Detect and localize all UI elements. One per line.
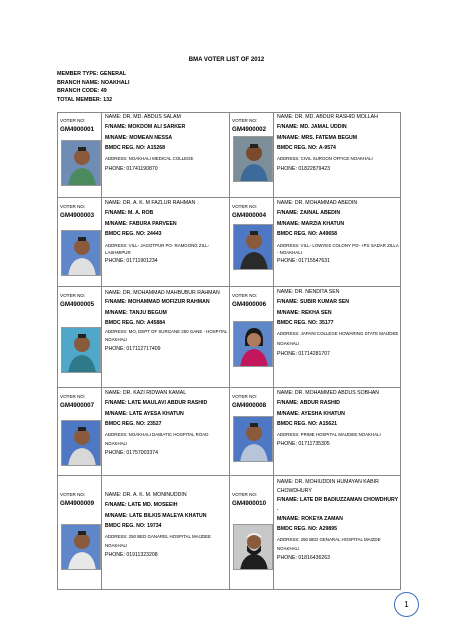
bmdc-reg: BMDC REG. NO: 35177 <box>277 320 334 327</box>
phone: PHONE: 01911323208 <box>105 551 158 558</box>
member-name: NAME: DR. A. K. M. MONINUDDIN <box>105 492 187 498</box>
phone: PHONE: 017112717409 <box>105 346 161 353</box>
voter-no: GM4900006 <box>232 301 267 308</box>
voter-no: GM4900003 <box>60 212 95 219</box>
member-name: NAME: DR. MOHIUDDIN HUMAYAN KABIR CHOWDHURY <box>277 479 379 494</box>
voter-no-label: VOTER NO: <box>60 204 86 209</box>
voter-no-label: VOTER NO: <box>232 204 258 209</box>
voter-details <box>274 476 401 589</box>
voter-entry <box>229 388 401 475</box>
father-name: F/NAME: LATE DR BADIUZZAMAN CHOWDHURY . <box>277 497 398 512</box>
mother-name: M/NAME: MRS. FATEMA BEGUM <box>277 134 358 141</box>
table-row <box>57 388 401 476</box>
mother-name: M/NAME: ROKEYA ZAMAN <box>277 516 343 522</box>
address: ADDRESS: JAPANI COLLEGE HOWARING STATE MAIJDEE NOAKHALI <box>277 330 399 346</box>
phone: PHONE: 01757003374 <box>105 449 159 456</box>
father-name: F/NAME: M. A. ROB <box>105 210 154 217</box>
voter-entry <box>229 476 401 589</box>
mother-name: M/NAME: MARZIA KHATUN <box>277 220 345 227</box>
bmdc-reg: BMDC REG. NO: 24443 <box>105 231 162 238</box>
voter-no: GM4900010 <box>232 500 267 507</box>
address: ADDRESS: MO, DEPT OF SURGANE 250 GANE - HOSPITAL NOAKHALI <box>105 329 228 343</box>
mother-name: M/NAME: MOMEAN NESSA <box>105 134 173 141</box>
phone: PHONE: 01711735305 <box>277 440 330 447</box>
member-photo <box>61 420 101 466</box>
phone: PHONE: 01711901234 <box>105 258 158 265</box>
member-name: NAME: DR. MOHAMMAD MAHBUBUR RAHMAN <box>105 290 220 296</box>
voter-table <box>57 112 401 590</box>
phone: PHONE: 01714281707 <box>277 350 331 357</box>
voter-no-label: VOTER NO: <box>60 394 86 399</box>
voter-no: GM4900004 <box>232 212 267 219</box>
voter-no: GM4900009 <box>60 500 95 507</box>
member-photo <box>233 524 273 570</box>
mother-name: M/NAME: FABURA PARVEEN <box>105 220 177 227</box>
bmdc-reg: BMDC REG. NO: A29895 <box>277 526 338 533</box>
voter-details <box>102 388 229 475</box>
member-name: NAME: DR. NENDITA SEN <box>277 289 340 295</box>
voter-no: GM4900005 <box>60 301 95 308</box>
voter-no-label: VOTER NO: <box>232 492 258 497</box>
branch-name: BRANCH NAME: NOAKHALI <box>57 79 130 86</box>
member-name: NAME: DR. MD. ABDUS SALAM <box>105 114 181 120</box>
address: ADDRESS: NOAKHALI DAIBATIC HOSPITAL ROAD NOAKHALI <box>105 431 209 446</box>
member-photo <box>233 416 273 462</box>
table-row <box>57 287 401 388</box>
voter-details <box>274 388 401 475</box>
address: ADDRESS: NOAKHALI MEDICAL COLLEGE <box>105 155 194 161</box>
voter-id-box <box>57 287 102 387</box>
voter-entry <box>229 287 401 387</box>
member-photo <box>61 327 101 373</box>
bmdc-reg: BMDC REG. NO: A45884 <box>105 320 166 327</box>
voter-no: GM4900001 <box>60 126 95 133</box>
member-name: NAME: DR. MOHAMMAD ABEDIN <box>277 200 358 206</box>
voter-entry <box>57 112 229 197</box>
branch-code: BRANCH CODE: 49 <box>57 88 107 95</box>
voter-id-box <box>57 388 102 475</box>
voter-no: GM4900008 <box>232 402 267 409</box>
address: ADDRESS: 250 BED GENARAL HOSPITAL MAIZDE NOAKHALI <box>277 536 381 551</box>
father-name: F/NAME: ABDUR RASHID <box>277 400 340 407</box>
voter-id-box <box>229 198 274 286</box>
voter-entry <box>57 476 229 589</box>
address: ADDRESS: PRIME HOSPITAL MAIJDEE NOAKHALI <box>277 431 381 437</box>
member-name: NAME: DR. KAZI RIDWAN KAMAL <box>105 390 187 396</box>
member-name: NAME: DR. A. K. M FAZLUR RAHMAN <box>105 200 196 206</box>
voter-no-label: VOTER NO: <box>60 293 86 298</box>
father-name: F/NAME: LATE MAULAVI ABDUR RASHID <box>105 400 208 407</box>
member-name: NAME: DR. MOHAMMED ABDUS SOBHAN <box>277 390 380 396</box>
total-member: TOTAL MEMBER: 132 <box>57 97 113 104</box>
member-type: MEMBER TYPE: GENERAL <box>57 71 127 77</box>
voter-details <box>274 287 401 387</box>
bmdc-reg: BMDC REG. NO: 19734 <box>105 523 162 530</box>
voter-details <box>274 112 401 197</box>
voter-id-box <box>57 198 102 286</box>
table-row <box>57 198 401 287</box>
phone: PHONE: 01822879423 <box>277 166 331 173</box>
voter-id-box <box>229 112 274 197</box>
table-row <box>57 112 401 198</box>
voter-entry <box>57 198 229 286</box>
voter-details <box>102 112 229 197</box>
voter-id-box <box>229 287 274 387</box>
father-name: F/NAME: MOKDOM ALI SARKER <box>105 124 186 131</box>
father-name: F/NAME: ZAINAL ABEDIN <box>277 210 341 217</box>
mother-name: M/NAME: AYESHA KHATUN <box>277 410 345 417</box>
phone: PHONE: 01715547631 <box>277 258 331 265</box>
voter-details <box>102 287 229 387</box>
mother-name: M/NAME: REKHA SEN <box>277 309 332 316</box>
voter-id-box <box>229 476 274 589</box>
voter-no: GM4900007 <box>60 402 95 409</box>
member-name: NAME: DR. MD. ABDUR RASHID MOLLAH <box>277 114 378 120</box>
document-title: BMA VOTER LIST OF 2012 <box>188 57 265 63</box>
mother-name: M/NAME: LATE AYESA KHATUN <box>105 410 184 417</box>
member-photo <box>61 524 101 570</box>
voter-no-label: VOTER NO: <box>232 293 258 298</box>
voter-entry <box>229 198 401 286</box>
member-photo <box>233 321 273 367</box>
voter-no-label: VOTER NO: <box>60 492 86 497</box>
member-photo <box>61 140 101 186</box>
voter-entry <box>57 287 229 387</box>
phone: PHONE: 01816436263 <box>277 554 331 561</box>
voter-id-box <box>57 112 102 197</box>
address: ADDRESS: 250 BED GANAREL HOSPITAL MAIJDEE NOAKHALI <box>105 533 211 548</box>
phone: PHONE: 01741190870 <box>105 166 158 173</box>
voter-details <box>102 198 229 286</box>
bmdc-reg: BMDC REG. NO: A15621 <box>277 421 338 428</box>
member-photo <box>233 136 273 182</box>
address: ADDRESS: VILL- JAGOTPUR PO- RAMGONG ZILL- LASHMIPUR <box>105 242 210 255</box>
voter-id-box <box>229 388 274 475</box>
bmdc-reg: BMDC REG. NO: 23527 <box>105 421 162 428</box>
bmdc-reg: BMDC REG. NO: A49658 <box>277 231 338 238</box>
mother-name: M/NAME: TANJU BEGUM <box>105 309 167 316</box>
father-name: F/NAME: LATE MD. MOSEEIH <box>105 502 178 509</box>
bmdc-reg: BMDC REG. NO: A-9574 <box>277 145 336 152</box>
father-name: F/NAME: MD. JAMAL UDDIN <box>277 124 347 131</box>
bmdc-reg: BMDC REG. NO: A15268 <box>105 145 166 152</box>
voter-no-label: VOTER NO: <box>232 118 258 123</box>
father-name: F/NAME: SUBIR KUMAR SEN <box>277 299 350 306</box>
voter-id-box <box>57 476 102 589</box>
voter-entry <box>57 388 229 475</box>
voter-no-label: VOTER NO: <box>60 118 86 123</box>
mother-name: M/NAME: LATE BILKIS MALEYA KHATUN <box>105 512 207 519</box>
table-row <box>57 476 401 590</box>
voter-no-label: VOTER NO: <box>232 394 258 399</box>
member-photo <box>61 230 101 276</box>
father-name: F/NAME: MOHAMMAD MOFIZUR RAHMAN <box>105 299 210 306</box>
voter-details <box>102 476 229 589</box>
voter-entry <box>229 112 401 197</box>
list-metadata <box>57 70 129 105</box>
voter-details <box>274 198 401 286</box>
address: ADDRESS: CIVIL SURGON OFFICE NOAKHALI <box>277 155 373 161</box>
page-number: 1 <box>394 592 419 617</box>
member-photo <box>233 224 273 270</box>
address: ADDRESS: VILL- LOWYES COLONY PO- +PS SADAR ZILLA - NOAKHALI <box>277 242 399 255</box>
voter-no: GM4900002 <box>232 126 267 133</box>
